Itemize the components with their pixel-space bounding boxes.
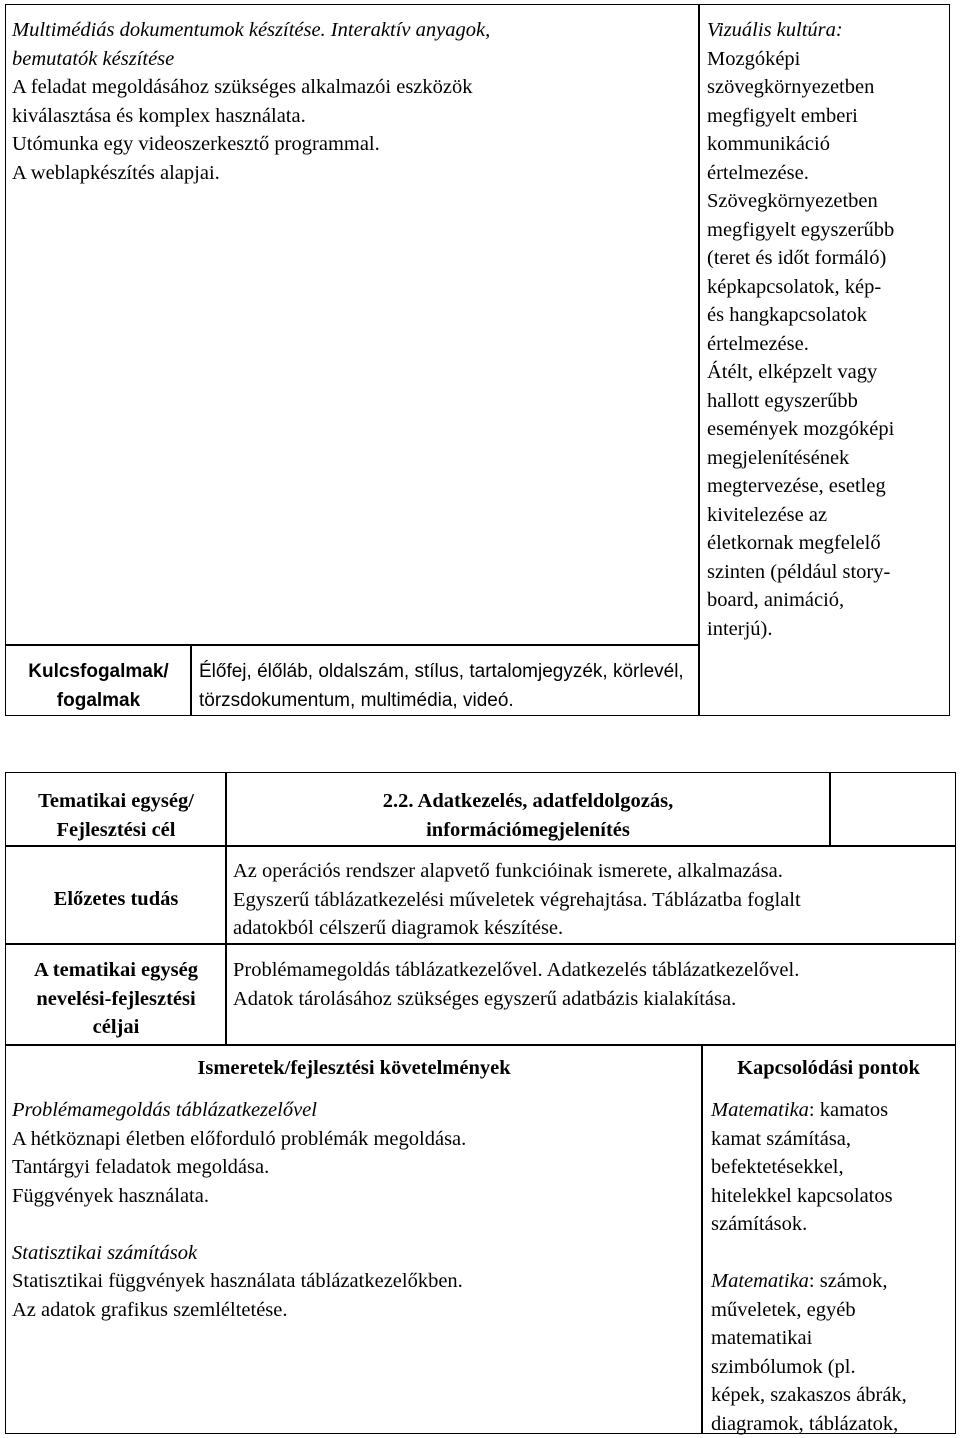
- block1-title: Problémamegoldás táblázatkezelővel: [12, 1096, 697, 1125]
- visual-culture-line: és hangkapcsolatok: [707, 301, 947, 330]
- link2-line: diagramok, táblázatok,: [711, 1410, 953, 1438]
- links-content: [711, 1096, 953, 1438]
- visual-culture-subject: Vizuális kultúra:: [707, 16, 947, 45]
- goals-label-line: A tematikai egység: [5, 956, 227, 985]
- keywords-line: törzsdokumentum, multimédia, videó.: [199, 687, 697, 716]
- visual-culture-line: kommunikáció: [707, 130, 947, 159]
- link1-subject: Matematika: [711, 1099, 809, 1121]
- visual-culture-line: megtervezése, esetleg: [707, 472, 947, 501]
- unit-label-line: Tematikai egység/: [5, 787, 227, 816]
- media-body-line: kiválasztása és komplex használata.: [12, 102, 692, 131]
- visual-culture-line: megjelenítésének: [707, 444, 947, 473]
- block2-line: Az adatok grafikus szemléltetése.: [12, 1296, 697, 1325]
- link2-subject: Matematika: [711, 1270, 809, 1292]
- visual-culture-line: értelmezése.: [707, 159, 947, 188]
- block2-title: Statisztikai számítások: [12, 1239, 697, 1268]
- media-body-line: A feladat megoldásához szükséges alkalmazói eszközök: [12, 73, 692, 102]
- keywords-label-line: fogalmak: [5, 687, 192, 716]
- link1-first-line: [711, 1096, 953, 1125]
- media-title-line: Multimédiás dokumentumok készítése. Interaktív anyagok,: [12, 16, 692, 45]
- visual-culture-line: interjú).: [707, 615, 947, 644]
- prior-knowledge-label: [5, 885, 227, 914]
- link2-first-line: [711, 1267, 953, 1296]
- visual-culture-line: értelmezése.: [707, 330, 947, 359]
- prior-knowledge-content: [233, 857, 953, 943]
- link1-first-rest: : kamatos: [809, 1099, 888, 1121]
- goals-label: [5, 956, 227, 1042]
- link2-line: műveletek, egyéb: [711, 1296, 953, 1325]
- visual-culture-links: [707, 16, 947, 643]
- keywords-label: [5, 658, 192, 715]
- visual-culture-line: board, animáció,: [707, 586, 947, 615]
- unit-label-line: Fejlesztési cél: [5, 816, 227, 845]
- media-section: [12, 16, 692, 187]
- unit-title: [225, 787, 831, 844]
- link1-line: számítások.: [711, 1210, 953, 1239]
- link2-line: matematikai: [711, 1324, 953, 1353]
- spacer: [12, 1210, 697, 1239]
- goals-line: Problémamegoldás táblázatkezelővel. Adatkezelés táblázatkezelővel.: [233, 956, 953, 985]
- visual-culture-line: Szövegkörnyezetben: [707, 187, 947, 216]
- block1-line: A hétköznapi életben előforduló problémák megoldása.: [12, 1125, 697, 1154]
- visual-culture-line: szövegkörnyezetben: [707, 73, 947, 102]
- prior-line: Egyszerű táblázatkezelési műveletek végrehajtása. Táblázatba foglalt: [233, 886, 953, 915]
- keywords-label-line: Kulcsfogalmak/: [5, 658, 192, 687]
- visual-culture-line: Átélt, elképzelt vagy: [707, 358, 947, 387]
- visual-culture-line: kivitelezése az: [707, 501, 947, 530]
- link1-line: befektetésekkel,: [711, 1153, 953, 1182]
- visual-culture-line: Mozgóképi: [707, 45, 947, 74]
- requirements-header: [5, 1054, 703, 1083]
- visual-culture-line: (teret és időt formáló): [707, 244, 947, 273]
- media-title-line: bemutatók készítése: [12, 45, 692, 74]
- block2-line: Statisztikai függvények használata táblázatkezelőkben.: [12, 1267, 697, 1296]
- requirements-header-text: Ismeretek/fejlesztési követelmények: [5, 1054, 703, 1083]
- visual-culture-line: szinten (például story-: [707, 558, 947, 587]
- media-body-line: Utómunka egy videoszerkesztő programmal.: [12, 130, 692, 159]
- prior-label-text: Előzetes tudás: [5, 885, 227, 914]
- visual-culture-line: megfigyelt egyszerűbb: [707, 216, 947, 245]
- visual-culture-line: események mozgóképi: [707, 415, 947, 444]
- unit-title-line: 2.2. Adatkezelés, adatfeldolgozás,: [225, 787, 831, 816]
- link1-line: kamat számítása,: [711, 1125, 953, 1154]
- visual-culture-line: képkapcsolatok, kép-: [707, 273, 947, 302]
- keywords-list: [199, 658, 697, 715]
- link2-first-rest: : számok,: [809, 1270, 888, 1292]
- visual-culture-line: életkornak megfelelő: [707, 529, 947, 558]
- block1-line: Függvények használata.: [12, 1182, 697, 1211]
- link2-line: szimbólumok (pl.: [711, 1353, 953, 1382]
- link2-line: képek, szakaszos ábrák,: [711, 1381, 953, 1410]
- block1-line: Tantárgyi feladatok megoldása.: [12, 1153, 697, 1182]
- goals-label-line: nevelési-fejlesztési: [5, 985, 227, 1014]
- goals-label-line: céljai: [5, 1013, 227, 1042]
- unit-label: [5, 787, 227, 844]
- prior-line: adatokból célszerű diagramok készítése.: [233, 914, 953, 943]
- unit-title-line: információmegjelenítés: [225, 816, 831, 845]
- requirements-content: [12, 1096, 697, 1324]
- prior-line: Az operációs rendszer alapvető funkcióinak ismerete, alkalmazása.: [233, 857, 953, 886]
- spacer: [711, 1239, 953, 1268]
- unit-empty-cell: [829, 772, 956, 847]
- links-header: [701, 1054, 956, 1083]
- visual-culture-line: megfigyelt emberi: [707, 102, 947, 131]
- keywords-line: Élőfej, élőláb, oldalszám, stílus, tartalomjegyzék, körlevél,: [199, 658, 697, 687]
- media-body-line: A weblapkészítés alapjai.: [12, 159, 692, 188]
- link1-line: hitelekkel kapcsolatos: [711, 1182, 953, 1211]
- goals-line: Adatok tárolásához szükséges egyszerű adatbázis kialakítása.: [233, 985, 953, 1014]
- links-header-text: Kapcsolódási pontok: [701, 1054, 956, 1083]
- visual-culture-line: hallott egyszerűbb: [707, 387, 947, 416]
- goals-content: [233, 956, 953, 1013]
